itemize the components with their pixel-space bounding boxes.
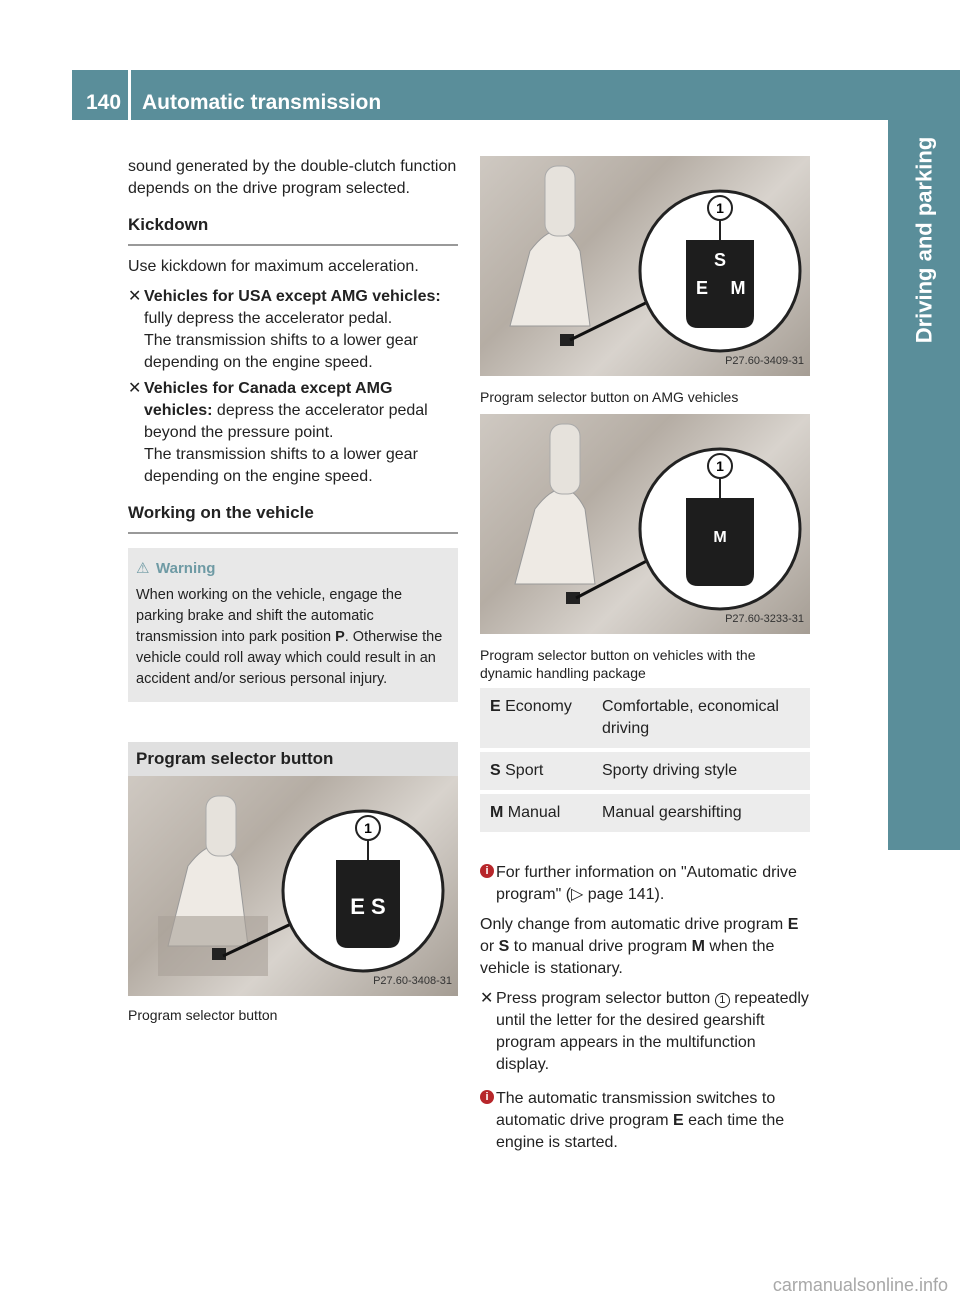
right-column — [480, 684, 810, 1154]
item-result: The transmission shifts to a lower gear depending on the engine speed. — [144, 446, 418, 485]
left-column — [128, 156, 458, 780]
svg-text:1: 1 — [716, 200, 724, 216]
desc-cell: Sporty driving style — [592, 752, 810, 790]
section-side-tab — [888, 70, 960, 850]
button-letters: E S — [350, 894, 386, 919]
dynamic-handling-photo — [480, 414, 810, 634]
manual-change-paragraph: Only change from automatic drive program E or S to manual drive program M when the vehicle is stationary. — [480, 916, 799, 977]
site-watermark: carmanualsonline.info — [772, 1275, 948, 1295]
item-text: depress the accelerator pedal beyond the pressure point. — [144, 402, 428, 441]
callout-circle: 1 — [715, 993, 730, 1008]
info-icon: i — [480, 864, 494, 878]
kickdown-heading: Kickdown — [128, 214, 458, 246]
side-tab-label: Driving and parking — [911, 136, 936, 344]
kickdown-item-usa — [128, 286, 458, 374]
page-title: Automatic transmission — [142, 91, 382, 114]
kickdown-intro: Use kickdown for maximum acceleration. — [128, 258, 419, 275]
desc-cell: Manual gearshifting — [592, 794, 810, 832]
program-selector-photo — [128, 776, 458, 996]
console-illustration — [128, 776, 458, 996]
table-row — [480, 794, 810, 832]
header-divider — [128, 70, 131, 120]
photo-code: P27.60-3408-31 — [373, 975, 452, 987]
warning-box — [128, 548, 458, 702]
warning-triangle-icon: ⚠ — [136, 560, 150, 577]
action-marker-icon: ✕ — [128, 288, 142, 305]
info-note-1: i For further information on "Automatic drive program" (▷ page 141). — [480, 862, 810, 906]
svg-text:1: 1 — [364, 820, 372, 836]
item-bold-label: Vehicles for Canada except AMG vehicles: — [144, 380, 393, 419]
info-icon: i — [480, 1090, 494, 1104]
action-marker-icon: ✕ — [128, 380, 142, 397]
dynamic-photo-caption: Program selector button on vehicles with the dynamic handling package — [480, 647, 756, 681]
mode-cell: E Economy — [480, 688, 592, 748]
press-button-step: ✕ Press program selector button 1 repeatedly until the letter for the desired gearshift program appears in the multifunction display. — [480, 990, 809, 1073]
button-letter: M — [713, 529, 727, 546]
drive-program-table — [480, 684, 810, 836]
warning-text: When working on the vehicle, engage the parking brake and shift the automatic transmission into park position P. Otherwise the vehicle could roll away which could result in an accident and/or serious personal injury. — [136, 587, 443, 687]
intro-paragraph: sound generated by the double-clutch function depends on the drive program selected. — [128, 158, 457, 197]
item-result: The transmission shifts to a lower gear depending on the engine speed. — [144, 332, 418, 371]
action-marker-icon: ✕ — [480, 990, 494, 1007]
kickdown-item-canada — [128, 378, 458, 488]
page-header — [72, 70, 888, 120]
amg-selector-photo — [480, 156, 810, 376]
item-bold-label: Vehicles for USA except AMG vehicles: — [144, 288, 441, 305]
svg-text:S: S — [713, 250, 727, 270]
console-illustration — [480, 156, 810, 376]
photo-caption: Program selector button — [128, 1007, 278, 1023]
svg-text:E: E — [695, 278, 709, 298]
table-row — [480, 752, 810, 790]
working-heading: Working on the vehicle — [128, 502, 458, 534]
program-selector-heading: Program selector button — [128, 742, 458, 780]
mode-cell: S Sport — [480, 752, 592, 790]
mode-cell: M Manual — [480, 794, 592, 832]
amg-photo-caption: Program selector button on AMG vehicles — [480, 389, 739, 405]
page-number: 140 — [86, 91, 122, 114]
item-text: fully depress the accelerator pedal. — [144, 310, 393, 327]
svg-text:1: 1 — [716, 458, 724, 474]
table-row — [480, 688, 810, 748]
warning-title: ⚠ Warning — [136, 560, 216, 577]
photo-code: P27.60-3233-31 — [725, 613, 804, 625]
info-note-2: i The automatic transmission switches to automatic drive program E each time the engine is started. — [480, 1088, 810, 1154]
console-illustration — [480, 414, 810, 634]
photo-code: P27.60-3409-31 — [725, 355, 804, 367]
desc-cell: Comfortable, economical driving — [592, 688, 810, 748]
svg-text:M: M — [730, 278, 746, 298]
